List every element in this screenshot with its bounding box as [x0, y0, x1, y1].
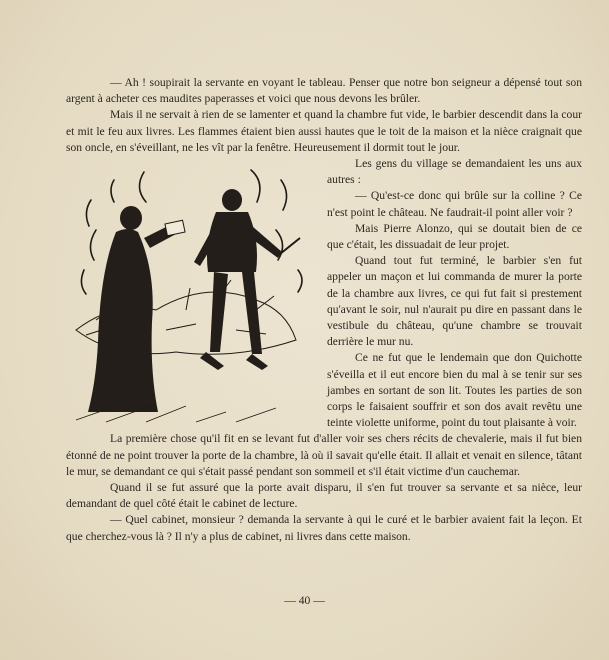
paragraph: Quand il se fut assuré que la porte avait disparu, il s'en fut trouver sa servante et sa nièce, leur demandant de quel côté était le cabinet de lecture.: [66, 481, 582, 511]
paragraph: — Quel cabinet, monsieur ? demanda la servante à qui le curé et le barbier avaient fait la leçon. Et que cherchez-vous là ? Il n'y a plus de cabinet, ni livres dans cette maison.: [66, 513, 582, 543]
page-body: [66, 75, 582, 545]
paragraph: — Ah ! soupirait la servante en voyant le tableau. Penser que notre bon seigneur a dépensé tout son argent à acheter ces maudites paperasses et voici que nous devons les brûler.: [66, 76, 582, 106]
paragraph: Ce ne fut que le lendemain que don Quichotte s'éveilla et il eut encore bien du mal à se tenir sur ses jambes en sortant de son lit. Toutes les parties de son corps le faisaient souffrir et son dos avait revêtu une teinte violette uniforme, point du tout plaisante à voir.: [327, 351, 582, 430]
paragraph: Les gens du village se demandaient les uns aux autres :: [327, 157, 582, 187]
paragraph: Quand tout fut terminé, le barbier s'en fut appeler un maçon et lui commanda de murer la porte de la chambre aux livres, ce qui fut fait si prestement qu'avant le soir, nul n'aurait pu dire en passant dans le vestibule du château, qu'une chambre se trouvait derrière le mur nu.: [327, 254, 582, 349]
paragraph: Mais Pierre Alonzo, qui se doutait bien de ce que c'était, les dissuadait de leur projet.: [327, 221, 582, 252]
wrapped-text: [327, 156, 582, 431]
illustration-book-burning: [66, 160, 316, 430]
paragraph: — Qu'est-ce donc qui brûle sur la colline ? Ce n'est point le château. Ne faudrait-il point aller voir ?: [327, 189, 582, 219]
paragraph: Mais il ne servait à rien de se lamenter et quand la chambre fut vide, le barbier descendit dans la cour et mit le feu aux livres. Les flammes étaient bien aussi hautes que le toit de la maison et la nièce craignait que son oncle, en s'éveillant, ne les vît par la fenêtre. Heureusement il dormit tout le jour.: [66, 108, 582, 154]
paragraph: La première chose qu'il fit en se levant fut d'aller voir ses chers récits de chevalerie, mais il fut bien étonné de ne point trouver la porte de la chambre, là où il savait qu'elle était. Il allait et venait en silence, tâtant le mur, se demandant ce qui s'était passé pendant son sommeil et s'il était victime d'un cauchemar.: [66, 432, 582, 478]
page-number: — 40 —: [284, 594, 325, 607]
illustration-block: [66, 156, 582, 431]
